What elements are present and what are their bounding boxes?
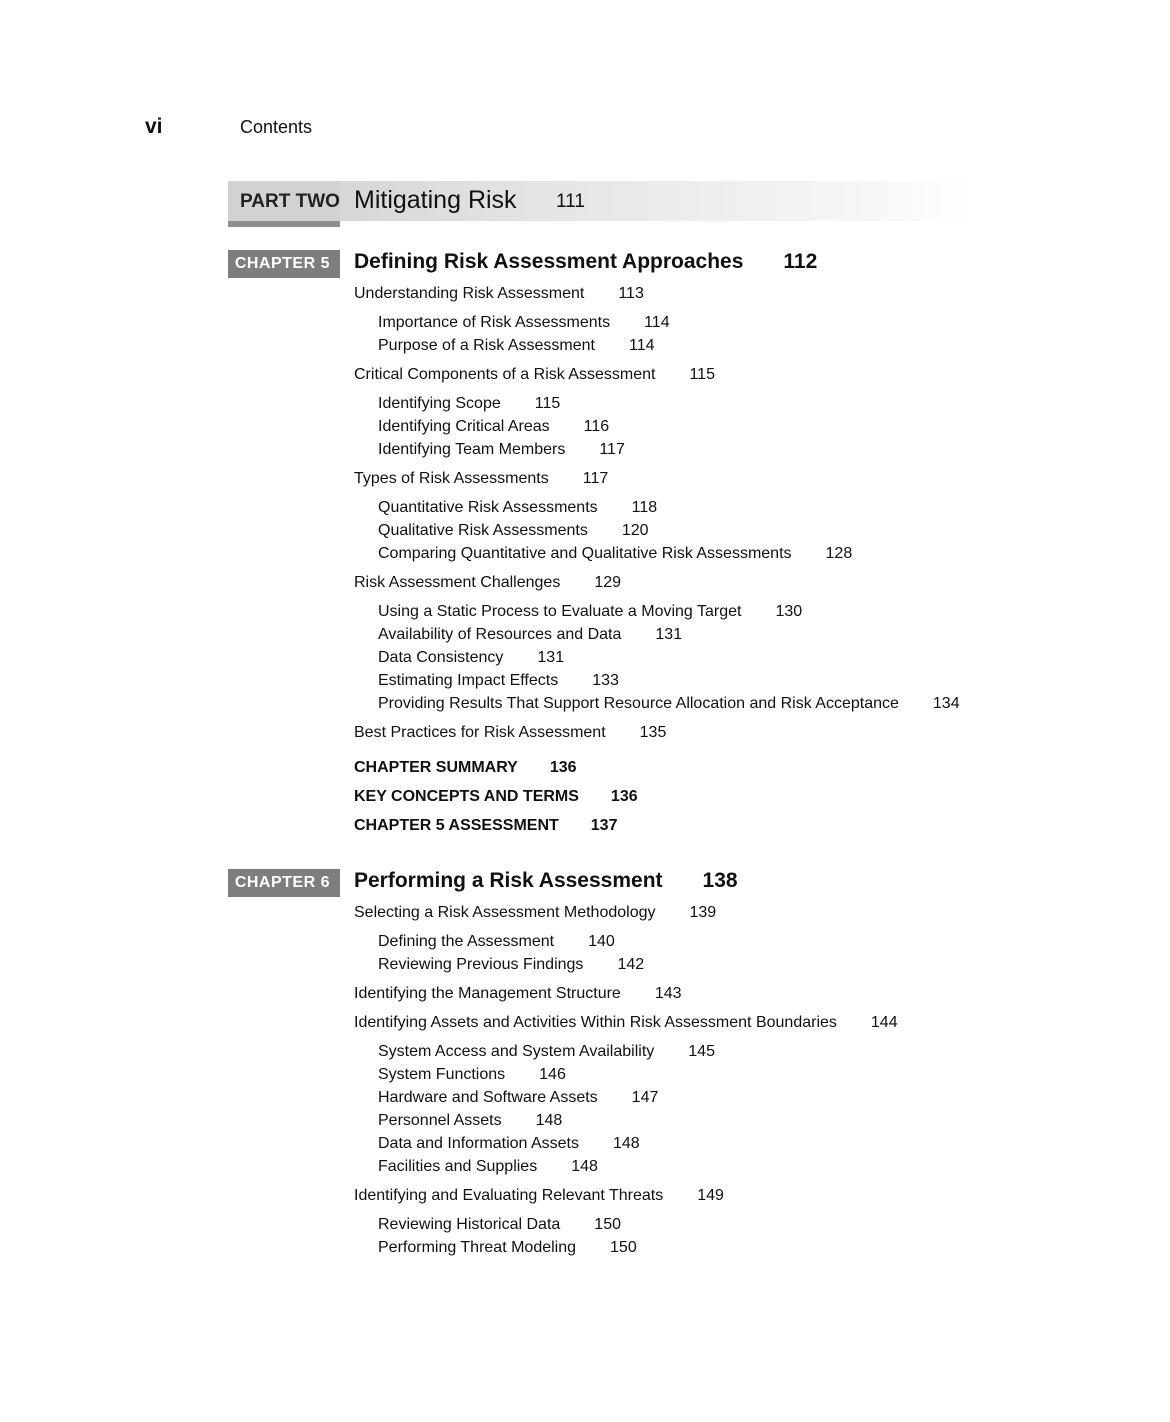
toc-entry-text: Identifying Team Members bbox=[378, 441, 566, 458]
toc-entry[interactable] bbox=[378, 1112, 562, 1130]
toc-entry-page: 114 bbox=[644, 314, 670, 331]
toc-entry[interactable] bbox=[378, 418, 609, 436]
chapter-page: 112 bbox=[783, 250, 818, 273]
toc-entry-page: 129 bbox=[594, 574, 622, 591]
toc-entry-bold[interactable] bbox=[354, 817, 617, 835]
toc-entry-text: Performing Threat Modeling bbox=[378, 1239, 577, 1256]
toc-entry-page: 134 bbox=[932, 695, 960, 712]
toc-entry[interactable] bbox=[378, 314, 670, 332]
toc-entry-page: 115 bbox=[534, 395, 561, 412]
toc-entry-page: 113 bbox=[618, 285, 644, 302]
toc-entry[interactable] bbox=[378, 395, 560, 413]
toc-entry-text: KEY CONCEPTS AND TERMS bbox=[354, 788, 579, 805]
chapter-6-title[interactable] bbox=[354, 869, 738, 893]
toc-entry-text: System Access and System Availability bbox=[378, 1043, 655, 1060]
toc-entry[interactable] bbox=[354, 985, 682, 1003]
toc-entry[interactable] bbox=[378, 649, 564, 667]
toc-entry-page: 146 bbox=[539, 1066, 566, 1083]
part-label: PART TWO bbox=[240, 191, 340, 212]
toc-entry-text: Data and Information Assets bbox=[378, 1135, 579, 1152]
running-head: Contents bbox=[240, 117, 313, 137]
toc-entry-page: 117 bbox=[599, 441, 625, 458]
toc-entry[interactable] bbox=[378, 499, 657, 517]
toc-entry[interactable] bbox=[354, 366, 715, 384]
toc-entry-text: Best Practices for Risk Assessment bbox=[354, 724, 606, 741]
toc-entry-text: Purpose of a Risk Assessment bbox=[378, 337, 595, 354]
toc-entry-page: 137 bbox=[590, 817, 618, 834]
toc-entry-text: Defining the Assessment bbox=[378, 933, 555, 950]
toc-entry-text: Critical Components of a Risk Assessment bbox=[354, 366, 656, 383]
toc-entry[interactable] bbox=[378, 672, 619, 690]
toc-entry-text: Availability of Resources and Data bbox=[378, 626, 622, 643]
toc-entry[interactable] bbox=[354, 1187, 724, 1205]
toc-entry-page: 148 bbox=[571, 1158, 598, 1175]
toc-entry[interactable] bbox=[354, 724, 666, 742]
toc-entry-page: 131 bbox=[537, 649, 565, 666]
toc-entry-page: 128 bbox=[825, 545, 853, 562]
toc-entry-text: Using a Static Process to Evaluate a Moving Target bbox=[378, 603, 742, 620]
chapter-title-text: Defining Risk Assessment Approaches bbox=[354, 250, 744, 273]
page-number: vi bbox=[145, 115, 163, 138]
toc-entry-text: Qualitative Risk Assessments bbox=[378, 522, 588, 539]
toc-entry-text: System Functions bbox=[378, 1066, 506, 1083]
toc-entry-page: 150 bbox=[594, 1216, 621, 1233]
part-page: 111 bbox=[556, 191, 585, 212]
toc-entry[interactable] bbox=[378, 1158, 598, 1176]
toc-entry-text: Identifying Assets and Activities Within Risk Assessment Boundaries bbox=[354, 1014, 837, 1031]
toc-entry-text: Personnel Assets bbox=[378, 1112, 502, 1129]
toc-entry-text: Facilities and Supplies bbox=[378, 1158, 538, 1175]
toc-entry-page: 143 bbox=[654, 985, 682, 1002]
toc-entry-text: Data Consistency bbox=[378, 649, 504, 666]
toc-entry[interactable] bbox=[378, 933, 615, 951]
toc-entry-text: Reviewing Historical Data bbox=[378, 1216, 561, 1233]
toc-entry-page: 149 bbox=[697, 1187, 724, 1204]
toc-entry-text: Understanding Risk Assessment bbox=[354, 285, 585, 302]
chapter-6-label: CHAPTER 6 bbox=[228, 869, 340, 897]
toc-entry-page: 118 bbox=[631, 499, 658, 516]
toc-entry-page: 139 bbox=[689, 904, 717, 921]
toc-entry-text: Identifying and Evaluating Relevant Threats bbox=[354, 1187, 664, 1204]
toc-entry[interactable] bbox=[378, 1066, 566, 1084]
toc-entry-text: Reviewing Previous Findings bbox=[378, 956, 584, 973]
toc-entry[interactable] bbox=[378, 545, 852, 563]
toc-entry-text: Selecting a Risk Assessment Methodology bbox=[354, 904, 656, 921]
toc-entry-text: Hardware and Software Assets bbox=[378, 1089, 598, 1106]
toc-entry-text: Estimating Impact Effects bbox=[378, 672, 559, 689]
toc-entry-page: 133 bbox=[592, 672, 619, 689]
toc-entry[interactable] bbox=[378, 522, 649, 540]
toc-entry-text: Identifying Critical Areas bbox=[378, 418, 550, 435]
toc-entry[interactable] bbox=[378, 626, 682, 644]
toc-entry[interactable] bbox=[354, 1014, 898, 1032]
toc-entry-text: Importance of Risk Assessments bbox=[378, 314, 611, 331]
toc-entry-page: 116 bbox=[583, 418, 610, 435]
toc-entry[interactable] bbox=[378, 1043, 715, 1061]
toc-entry[interactable] bbox=[378, 1135, 640, 1153]
toc-entry-page: 147 bbox=[631, 1089, 659, 1106]
toc-entry-text: Providing Results That Support Resource Allocation and Risk Acceptance bbox=[378, 695, 899, 712]
toc-entry-page: 135 bbox=[639, 724, 667, 741]
toc-entry-text: Identifying Scope bbox=[378, 395, 501, 412]
toc-entry-text: Types of Risk Assessments bbox=[354, 470, 549, 487]
toc-entry-bold[interactable] bbox=[354, 759, 577, 777]
toc-entry-bold[interactable] bbox=[354, 788, 638, 806]
part-title[interactable]: Mitigating Risk bbox=[354, 186, 517, 214]
toc-entry-page: 145 bbox=[688, 1043, 715, 1060]
toc-entry[interactable] bbox=[378, 1239, 637, 1257]
toc-entry[interactable] bbox=[378, 603, 802, 621]
toc-entry-page: 150 bbox=[610, 1239, 637, 1256]
toc-entry[interactable] bbox=[378, 956, 644, 974]
toc-entry-text: CHAPTER 5 ASSESSMENT bbox=[354, 817, 559, 834]
toc-entry[interactable] bbox=[378, 1089, 658, 1107]
toc-entry[interactable] bbox=[378, 695, 960, 713]
toc-entry-page: 115 bbox=[689, 366, 715, 383]
toc-entry-page: 148 bbox=[613, 1135, 640, 1152]
toc-entry-page: 114 bbox=[628, 337, 655, 354]
toc-entry-page: 136 bbox=[610, 788, 638, 805]
chapter-5-title[interactable] bbox=[354, 250, 817, 274]
chapter-page: 138 bbox=[702, 869, 738, 892]
toc-entry-page: 148 bbox=[535, 1112, 563, 1129]
toc-entry-page: 117 bbox=[582, 470, 609, 487]
toc-entry-page: 144 bbox=[870, 1014, 898, 1031]
toc-entry-page: 131 bbox=[655, 626, 683, 643]
toc-entry-text: Comparing Quantitative and Qualitative Risk Assessments bbox=[378, 545, 792, 562]
toc-entry[interactable] bbox=[354, 904, 716, 922]
toc-entry[interactable] bbox=[378, 441, 625, 459]
toc-entry-text: CHAPTER SUMMARY bbox=[354, 759, 518, 776]
toc-entry-page: 142 bbox=[617, 956, 645, 973]
toc-entry-text: Identifying the Management Structure bbox=[354, 985, 621, 1002]
chapter-5-label: CHAPTER 5 bbox=[228, 250, 340, 278]
toc-entry-page: 120 bbox=[621, 522, 649, 539]
toc-entry[interactable] bbox=[354, 470, 608, 488]
chapter-title-text: Performing a Risk Assessment bbox=[354, 869, 663, 892]
toc-entry-text: Quantitative Risk Assessments bbox=[378, 499, 598, 516]
toc-entry[interactable] bbox=[354, 285, 644, 303]
toc-entry-text: Risk Assessment Challenges bbox=[354, 574, 561, 591]
toc-entry[interactable] bbox=[378, 1216, 621, 1234]
toc-entry[interactable] bbox=[354, 574, 621, 592]
toc-entry-page: 136 bbox=[549, 759, 577, 776]
toc-entry-page: 130 bbox=[775, 603, 803, 620]
toc-entry[interactable] bbox=[378, 337, 655, 355]
toc-entry-page: 140 bbox=[588, 933, 615, 950]
